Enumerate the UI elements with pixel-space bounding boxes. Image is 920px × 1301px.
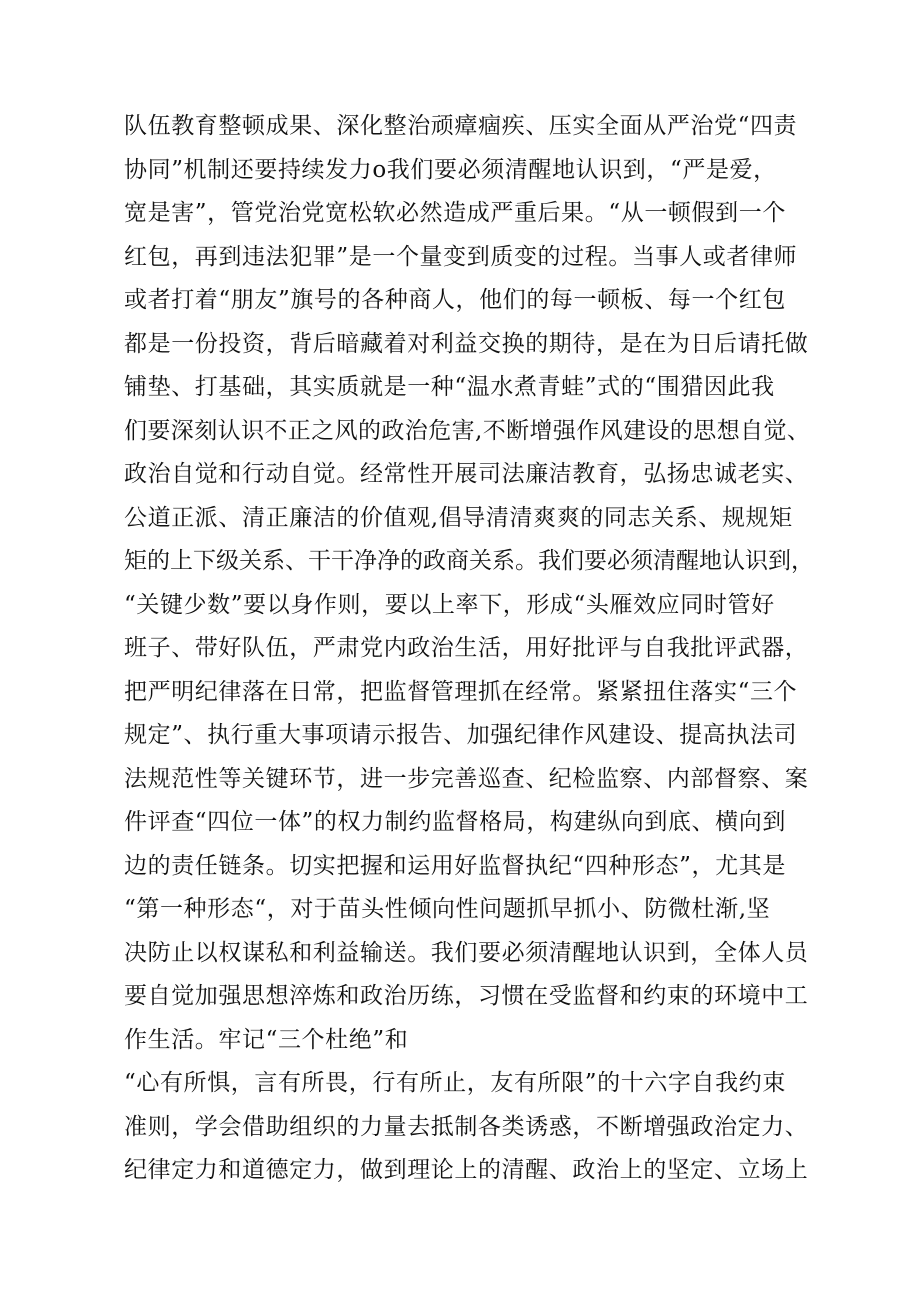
text-line: 规定”、执行重大事项请示报告、加强纪律作风建设、提高执法司 — [124, 722, 798, 748]
text-line: 矩的上下级关系、干干净净的政商关系。我们要必须清醒地认识到， — [124, 548, 814, 574]
text-line: 边的责任链条。切实把握和运用好监督执纪“四种形态”，尤其是 — [124, 852, 786, 879]
text-line: 件评查“四位一体”的权力制约监督格局，构建纵向到底、横向到 — [124, 809, 786, 835]
text-line: 准则，学会借助组织的力量去抵制各类诱惑，不断增强政治定力、 — [124, 1113, 809, 1140]
text-line: 要自觉加强思想淬炼和政治历练，习惯在受监督和约束的环境中工 — [124, 983, 809, 1009]
body-text — [124, 105, 814, 1193]
text-line: 政治自觉和行动自觉。经常性开展司法廉洁教育，弘扬忠诚老实、 — [124, 461, 809, 487]
text-line: 铺垫、打基础，其实质就是一种“温水煮青蛙”式的“围猎因此我 — [124, 374, 775, 400]
text-line: 们要深刻认识不正之风的政治危害,不断增强作风建设的思想自觉、 — [124, 417, 811, 444]
text-line: “第一种形态“，对于苗头性倾向性问题抓早抓小、防微杜渐,坚 — [124, 896, 771, 922]
text-line: 红包，再到违法犯罪”是一个量变到质变的过程。当事人或者律师 — [124, 243, 798, 270]
text-line: “关键少数”要以身作则，要以上率下，形成“头雁效应同时管好 — [124, 591, 775, 618]
text-line: 纪律定力和道德定力，做到理论上的清醒、政治上的坚定、立场上 — [124, 1157, 809, 1183]
text-line: 决防止以权谋私和利益输送。我们要必须清醒地认识到，全体人员 — [124, 939, 809, 966]
text-line: 法规范性等关键环节，进一步完善巡查、纪检监察、内部督察、案 — [124, 765, 809, 792]
text-line: 或者打着“朋友”旗号的各种商人，他们的每一顿板、每一个红包 — [124, 287, 786, 313]
text-line: 协同”机制还要持续发力o我们要必须清醒地认识到，“严是爱， — [124, 156, 777, 183]
text-line: 队伍教育整顿成果、深化整治顽瘴痼疾、压实全面从严治党“四责 — [124, 113, 798, 139]
text-line: 班子、带好队伍，严肃党内政治生活，用好批评与自我批评武器， — [124, 635, 809, 661]
text-line: 都是一份投资，背后暗藏着对利益交换的期待，是在为日后请托做 — [124, 330, 809, 357]
text-line: 作生活。牢记“三个杜绝”和 — [124, 1026, 409, 1053]
text-line: 宽是害”，管党治党宽松软必然造成严重后果。“从一顿假到一个 — [124, 200, 786, 226]
text-line: “心有所惧，言有所畏，行有所止，友有所限”的十六字自我约束 — [124, 1070, 786, 1096]
text-line: 公道正派、清正廉洁的价值观,倡导清清爽爽的同志关系、规规矩 — [124, 504, 793, 531]
text-line: 把严明纪律落在日常，把监督管理抓在经常。紧紧扭住落实“三个 — [124, 678, 798, 705]
